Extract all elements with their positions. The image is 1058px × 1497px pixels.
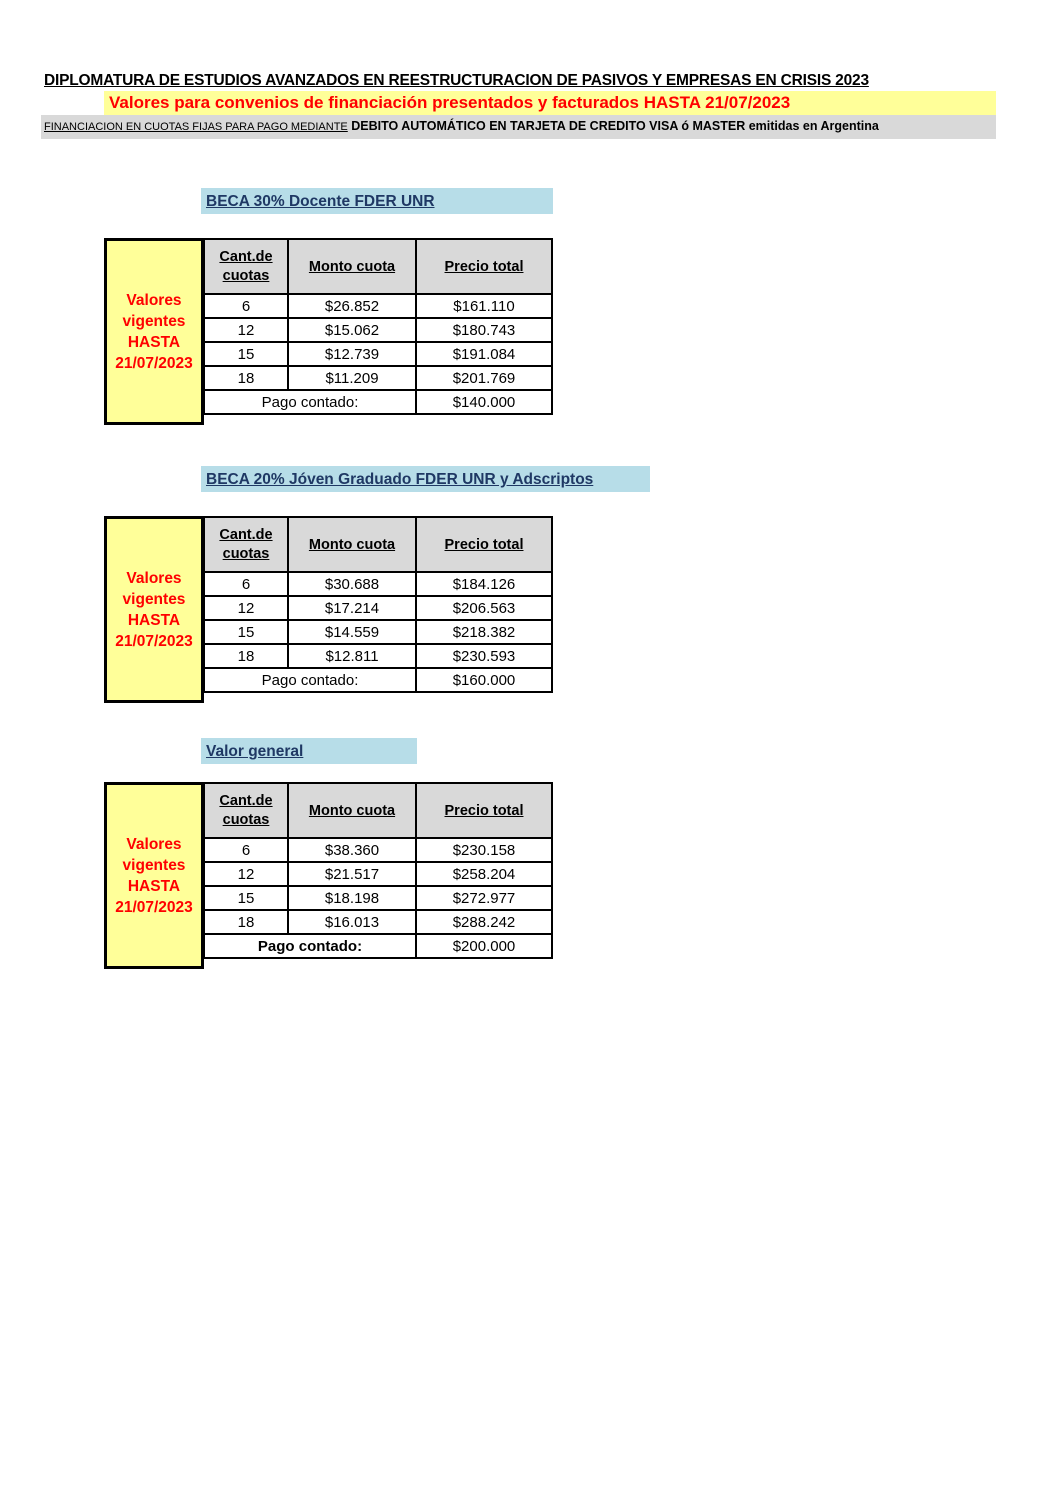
cell-total: $161.110 <box>416 294 552 318</box>
cash-total: $140.000 <box>416 390 552 414</box>
cash-label: Pago contado: <box>204 390 416 414</box>
cell-total: $230.158 <box>416 838 552 862</box>
table-header-row <box>204 517 552 572</box>
table-header-row <box>204 239 552 294</box>
table-row <box>204 294 552 318</box>
col-header-total: Precio total <box>416 517 552 572</box>
validity-line: HASTA <box>127 877 181 895</box>
col-header-qty: Cant.de cuotas <box>204 239 288 294</box>
cell-total: $191.084 <box>416 342 552 366</box>
cash-total: $200.000 <box>416 934 552 958</box>
validity-line: vigentes <box>122 856 186 874</box>
financing-prefix: FINANCIACION EN CUOTAS FIJAS PARA PAGO MEDIANTE <box>44 121 348 133</box>
cell-amount: $17.214 <box>288 596 416 620</box>
cash-row <box>204 934 552 958</box>
cell-qty: 15 <box>204 620 288 644</box>
cell-total: $206.563 <box>416 596 552 620</box>
cash-label: Pago contado: <box>204 934 416 958</box>
cell-qty: 6 <box>204 838 288 862</box>
validity-line: vigentes <box>122 312 186 330</box>
financing-suffix: DEBITO AUTOMÁTICO EN TARJETA DE CREDITO VISA ó MASTER emitidas en Argentina <box>351 119 879 133</box>
validity-box <box>104 516 204 703</box>
table-row <box>204 910 552 934</box>
document-subtitle: Valores para convenios de financiación presentados y facturados HASTA 21/07/2023 <box>109 93 791 112</box>
section-title-beca-20: BECA 20% Jóven Graduado FDER UNR y Adscriptos <box>201 466 650 492</box>
cell-qty: 12 <box>204 596 288 620</box>
validity-line: vigentes <box>122 590 186 608</box>
table-row <box>204 572 552 596</box>
document-title: DIPLOMATURA DE ESTUDIOS AVANZADOS EN REESTRUCTURACION DE PASIVOS Y EMPRESAS EN CRISIS 2023 <box>44 72 869 89</box>
col-header-total: Precio total <box>416 239 552 294</box>
validity-date: 21/07/2023 <box>115 632 193 650</box>
validity-date: 21/07/2023 <box>115 354 193 372</box>
col-header-qty: Cant.de cuotas <box>204 783 288 838</box>
table-row <box>204 620 552 644</box>
table-row <box>204 596 552 620</box>
cell-amount: $30.688 <box>288 572 416 596</box>
cash-row <box>204 668 552 692</box>
cell-amount: $14.559 <box>288 620 416 644</box>
cell-total: $218.382 <box>416 620 552 644</box>
validity-line: HASTA <box>127 611 181 629</box>
validity-line: Valores <box>126 835 182 853</box>
cell-total: $272.977 <box>416 886 552 910</box>
cell-amount: $21.517 <box>288 862 416 886</box>
cash-row <box>204 390 552 414</box>
validity-box <box>104 238 204 425</box>
cell-qty: 18 <box>204 366 288 390</box>
cell-qty: 18 <box>204 644 288 668</box>
table-row <box>204 886 552 910</box>
validity-date: 21/07/2023 <box>115 898 193 916</box>
cell-total: $201.769 <box>416 366 552 390</box>
cell-qty: 6 <box>204 294 288 318</box>
rates-table-beca-20 <box>203 516 553 693</box>
financing-note <box>44 119 879 133</box>
validity-box <box>104 782 204 969</box>
table-row <box>204 366 552 390</box>
cell-qty: 15 <box>204 886 288 910</box>
cell-qty: 18 <box>204 910 288 934</box>
cell-total: $230.593 <box>416 644 552 668</box>
table-row <box>204 342 552 366</box>
cell-amount: $12.811 <box>288 644 416 668</box>
col-header-amount: Monto cuota <box>288 517 416 572</box>
section-title-valor-general: Valor general <box>201 738 417 764</box>
cell-amount: $11.209 <box>288 366 416 390</box>
cell-qty: 6 <box>204 572 288 596</box>
col-header-amount: Monto cuota <box>288 239 416 294</box>
cell-amount: $18.198 <box>288 886 416 910</box>
cell-total: $258.204 <box>416 862 552 886</box>
cell-amount: $16.013 <box>288 910 416 934</box>
table-row <box>204 862 552 886</box>
col-header-amount: Monto cuota <box>288 783 416 838</box>
cell-total: $184.126 <box>416 572 552 596</box>
cell-qty: 12 <box>204 862 288 886</box>
validity-line: Valores <box>126 569 182 587</box>
table-row <box>204 318 552 342</box>
cash-label: Pago contado: <box>204 668 416 692</box>
cash-total: $160.000 <box>416 668 552 692</box>
table-header-row <box>204 783 552 838</box>
section-title-beca-30: BECA 30% Docente FDER UNR <box>201 188 553 214</box>
col-header-total: Precio total <box>416 783 552 838</box>
col-header-qty: Cant.de cuotas <box>204 517 288 572</box>
cell-amount: $15.062 <box>288 318 416 342</box>
validity-line: HASTA <box>127 333 181 351</box>
cell-qty: 12 <box>204 318 288 342</box>
cell-total: $288.242 <box>416 910 552 934</box>
table-row <box>204 838 552 862</box>
validity-line: Valores <box>126 291 182 309</box>
rates-table-beca-30 <box>203 238 553 415</box>
cell-amount: $38.360 <box>288 838 416 862</box>
cell-amount: $26.852 <box>288 294 416 318</box>
table-row <box>204 644 552 668</box>
rates-table-valor-general <box>203 782 553 959</box>
cell-qty: 15 <box>204 342 288 366</box>
cell-total: $180.743 <box>416 318 552 342</box>
cell-amount: $12.739 <box>288 342 416 366</box>
